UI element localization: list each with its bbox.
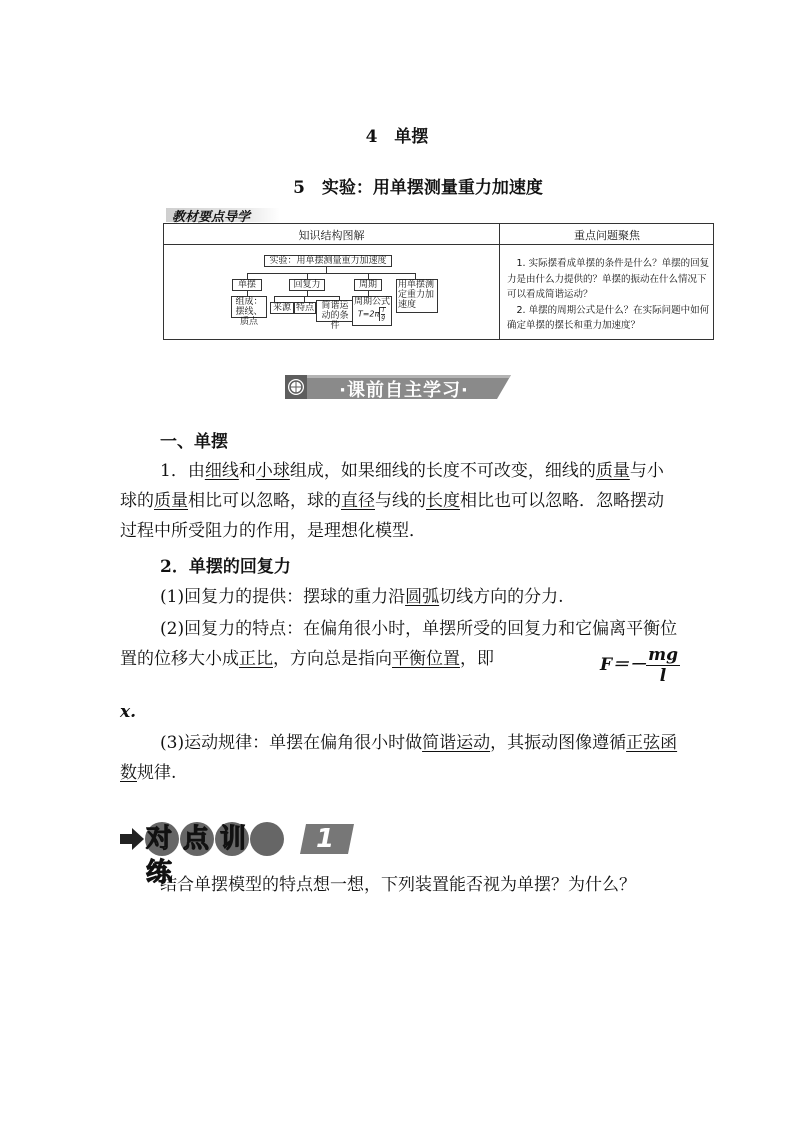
practice-number: 1 [315, 824, 335, 854]
diagram-node-huifuli: 回复力 [289, 279, 325, 291]
section-tag-label: 教材要点导学 [172, 210, 251, 225]
focus-questions [507, 256, 711, 334]
diagram-node-period-formula: 周期公式 T=2π $\frac{l}{g}$ [352, 296, 392, 326]
heading-restoring-force: 2．单摆的回复力 [160, 557, 291, 577]
formula-tail: x. [120, 702, 137, 722]
heading-danbai: 一、单摆 [160, 432, 228, 452]
paragraph-force-source: (1)回复力的提供：摆球的重力沿圆弧切线方向的分力. [160, 587, 564, 607]
section-banner [283, 373, 513, 401]
section-tag [166, 208, 280, 225]
diagram-node-laiyuan: 来源 [270, 302, 294, 314]
table-header-focus: 重点问题聚焦 [574, 229, 640, 242]
guide-table [163, 223, 714, 340]
diagram-node-tiaojian: 简谐运动的条件 [316, 300, 354, 322]
focus-question-1: 1. 实际摆看成单摆的条件是什么？单摆的回复力是由什么力提供的？单摆的振动在什么情况下可以看成简谐运动？ [507, 258, 710, 300]
diagram-node-zhouqi: 周期 [354, 279, 382, 291]
diagram-node-zucheng: 组成：摆线、质点 [231, 296, 267, 318]
diagram-node-shiyan: 用单摆测定重力加速度 [396, 279, 438, 313]
practice-label: 对点训练 [146, 824, 258, 888]
banner-label: ·课前自主学习· [339, 380, 469, 401]
paragraph-motion-law: (3)运动规律：单摆在偏角很小时做简谐运动，其振动图像遵循正弦函数规律. [120, 733, 678, 783]
formula-restoring-force: F＝－ $\frac{mg}{l}$ [600, 645, 678, 686]
diagram-root: 实验：用单摆测量重力加速度 [264, 255, 392, 267]
paragraph-definition: 1．由细线和小球组成，如果细线的长度不可改变，细线的质量与小球的质量相比可以忽略，球的直径与线的长度相比也可以忽略．忽略摆动过程中所受阻力的作用，是理想化模型． [120, 461, 664, 541]
practice-question: 结合单摆模型的特点想一想，下列装置能否视为单摆？为什么？ [160, 875, 636, 895]
practice-banner [120, 820, 360, 888]
table-header-structure: 知识结构图解 [298, 229, 365, 242]
diagram-node-tedian: 特点 [296, 303, 315, 313]
table-row-divider [164, 244, 713, 245]
diagram-node-danbai: 单摆 [232, 279, 262, 291]
lesson-title-4: 4 单摆 [365, 127, 429, 147]
paragraph-force-feature: (2)回复力的特点：在偏角很小时，单摆所受的回复力和它偏离平衡位置的位移大小成正比，方向总是指向平衡位置，即 [120, 619, 678, 669]
lesson-title-5: 5 实验：用单摆测量重力加速度 [293, 178, 543, 198]
focus-question-2: 2. 单摆的周期公式是什么？在实际问题中如何确定单摆的摆长和重力加速度？ [507, 304, 710, 331]
diagram-formula: T=2π [357, 309, 380, 319]
diagram-node-gongshi-label: 周期公式 [354, 297, 391, 307]
